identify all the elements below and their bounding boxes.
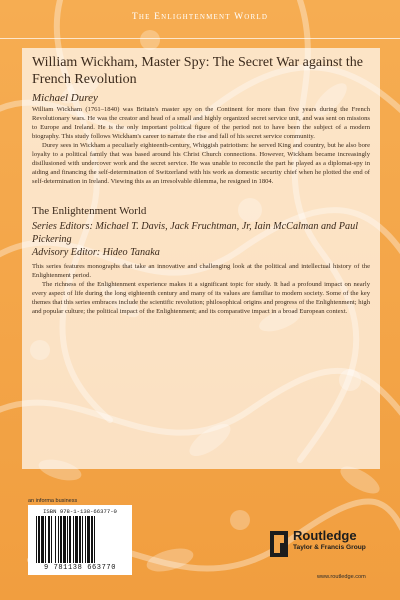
informa-tagline: an informa business: [28, 498, 78, 504]
series-description-paragraph: The richness of the Enlightenment experience makes it a significant topic for study. It had a profound impact on nearly every aspect of life during the long eighteenth century and many of its values are familiar to modern society. Some of the key themes that this series embraces include the scientific revolution; philosophical origins and progress of the Enlightenment; high and popular culture; the political impact of the Enlightenment; and its comparative impact in a broad European context.: [32, 281, 370, 315]
series-header: [0, 0, 400, 39]
book-title: William Wickham, Master Spy: The Secret War against the French Revolution: [32, 55, 363, 87]
series-header-title: The Enlightenment World: [131, 12, 269, 22]
book-description-paragraph: Durey sees in Wickham a peculiarly eighteenth-century, Whiggish patriotism: he served King and country, but he also bore loyalty to a political family that was based around his Christ Church connections. However, Wickham became increasingly disillusioned with undercover work and the secret service. He was unable to reconcile the part he played as a diplomat-spy in aiding and financing the self-determination of Switzerland with his work as domestic security chief when he plotted the end of self-determination in Ireland. Viewing this as an irresolvable dilemma, he resigned in 1804.: [32, 142, 370, 185]
advisory-editor: Advisory Editor: Hideo Tanaka: [32, 247, 160, 258]
series-description-paragraph: This series features monographs that take an innovative and challenging look at the political and intellectual history of the Enlightenment period.: [32, 263, 370, 279]
publisher-name: Routledge: [293, 528, 357, 543]
content-panel: [22, 48, 380, 469]
isbn-label: ISBN 978-1-138-66377-0: [43, 508, 117, 515]
book-author: Michael Durey: [32, 92, 98, 104]
book-description-paragraph: William Wickham (1761–1840) was Britain's master spy on the Continent for more than five years during the French Revolutionary wars. He was the creator and head of a small and highly organized secret service unit, and was sent on missions to Europe and Ireland. He is the only important political figure of the period not to have been the subject of a modern biography. This study follows Wickham's career to narrate the rise and fall of his secret service community.: [32, 106, 370, 140]
publisher-group: Taylor & Francis Group: [293, 544, 366, 551]
barcode-number: 9 781138 663770: [43, 564, 116, 572]
isbn-barcode: [28, 505, 132, 575]
routledge-logo-icon: [270, 531, 288, 557]
publisher-website: www.routledge.com: [317, 574, 366, 580]
barcode-bars: [36, 516, 124, 563]
series-title: The Enlightenment World: [32, 205, 147, 217]
series-editors: Series Editors: Michael T. Davis, Jack Fruchtman, Jr, Iain McCalman and Paul Pickering: [32, 221, 359, 245]
